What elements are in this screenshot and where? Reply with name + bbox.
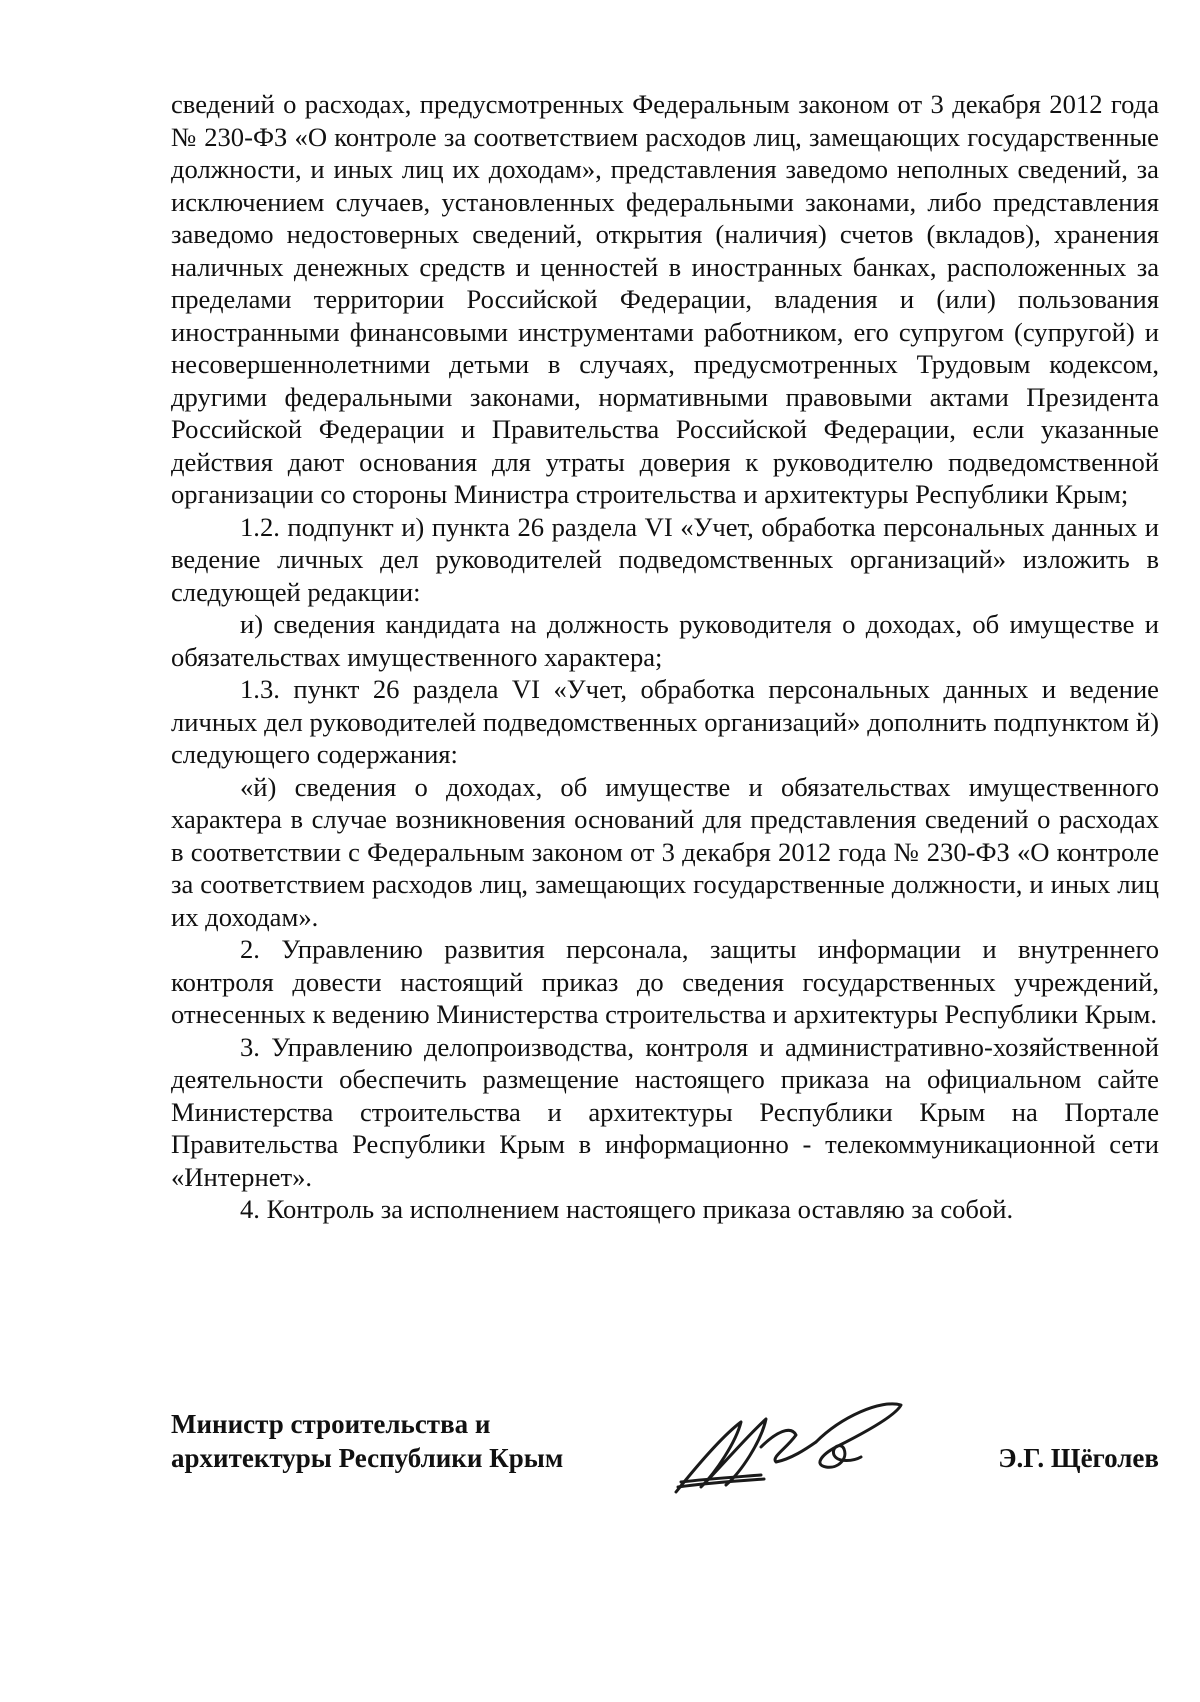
handwritten-signature [666,1387,916,1507]
paragraph-subitem-y: «й) сведения о доходах, об имуществе и обязательствах имущественного характера в случае возникновения оснований для представления сведений о расходах в соответствии с Федеральным законом от 3 декабря 2012 года № 230-ФЗ «О контроле за соответствием расходов лиц, замещающих государственные должности, и иных лиц их доходам». [171,771,1159,932]
signatory-title [171,1407,563,1475]
paragraph-1-2: 1.2. подпункт и) пункта 26 раздела VI «Учет, обработка персональных данных и ведение личных дел руководителей подведомственных организаций» изложить в следующей редакции: [171,511,1159,607]
paragraph-3: 3. Управлению делопроизводства, контроля и административно-хозяйственной деятельности обеспечить размещение настоящего приказа на официальном сайте Министерства строительства и архитектуры Республики Крым на Портале Правительства Республики Крым в информационно - телекоммуникационной сети «Интернет». [171,1031,1159,1192]
document-body [171,88,1159,1226]
paragraph-1-3: 1.3. пункт 26 раздела VI «Учет, обработка персональных данных и ведение личных дел руководителей подведомственных организаций» дополнить подпунктом й) следующего содержания: [171,674,1159,769]
paragraph-subitem-i: и) сведения кандидата на должность руководителя о доходах, об имуществе и обязательствах имущественного характера; [171,609,1159,672]
paragraph-4: 4. Контроль за исполнением настоящего приказа оставляю за собой. [240,1194,1014,1224]
signatory-title-line1: Министр строительства и [171,1409,491,1439]
signatory-name: Э.Г. Щёголев [998,1443,1159,1473]
paragraph-2: 2. Управлению развития персонала, защиты информации и внутреннего контроля довести настоящий приказ до сведения государственных учреждений, отнесенных к ведению Министерства строительства и архитектуры Республики Крым. [171,934,1159,1029]
signatory-title-line2: архитектуры Республики Крым [171,1443,564,1473]
paragraph-intro: сведений о расходах, предусмотренных Федеральным законом от 3 декабря 2012 года № 230-ФЗ «О контроле за соответствием расходов лиц, замещающих государственные должности, и иных лиц их доходам», представления заведомо неполных сведений, за исключением случаев, установленных федеральными законами, либо представления заведомо недостоверных сведений, открытия (наличия) счетов (вкладов), хранения наличных денежных средств и ценностей в иностранных банках, расположенных за пределами территории Российской Федерации, владения и (или) пользования иностранными финансовыми инструментами работником, его супругом (супругой) и несовершеннолетними детьми в случаях, предусмотренных Трудовым кодексом, другими федеральными законами, нормативными правовыми актами Президента Российской Федерации и Правительства Российской Федерации, если указанные действия дают основания для утраты доверия к руководителю подведомственной организации со стороны Министра строительства и архитектуры Республики Крым; [171,89,1159,509]
signature-block [171,1407,1159,1517]
